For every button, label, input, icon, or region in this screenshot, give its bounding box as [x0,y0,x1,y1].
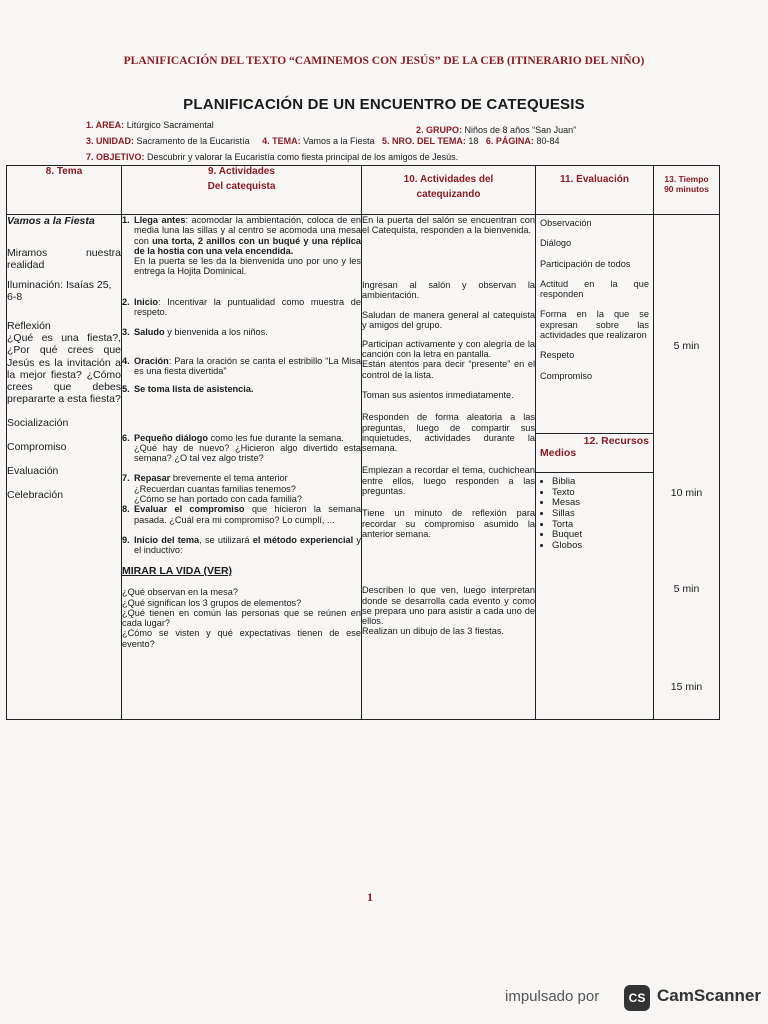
mirar-questions [122,587,361,649]
tema-title: Vamos a la Fiesta [7,215,95,227]
unidad-value: Sacramento de la Eucaristía [136,136,250,146]
catequizando-3: Saludan de manera general al catequista y amigos del grupo. [362,310,535,331]
tiempo-4: 15 min [670,681,703,693]
evaluacion-6: Respeto [540,350,575,361]
evaluacion-cell [536,215,654,720]
activity-3: 3. Saludo y bienvenida a los niños. [122,327,268,338]
tema-preguntas: ¿Qué es una fiesta?, ¿Por qué crees que Jesús es la invitación a la mejor fiesta? ¿Cómo crees que debes prepararte a esta fiesta? [7,332,121,405]
document-main-title: PLANIFICACIÓN DE UN ENCUENTRO DE CATEQUESIS [183,96,585,113]
activity-1: 1. Llega antes: acomodar la ambientación, coloca de en media luna las sillas y al centro se acomoda una mesa con una torta, 2 anillos con un buqué y una réplica de la hostia con una vela encendida. En la puerta se les da la bienvenida uno por uno y les entrega la Hojita Dominical. [122,215,361,277]
catequizando-cell [362,215,536,720]
question-1: ¿Qué observan en la mesa? [122,587,238,598]
table-body-row [7,215,720,720]
tiempo-3: 5 min [673,583,700,595]
header-tema: 8. Tema [7,166,122,215]
meta-grupo [416,125,576,135]
evaluacion-3: Participación de todos [540,258,631,269]
meta-objetivo [86,152,458,162]
activity-8: 8. Evaluar el compromiso que hicieron la semana pasada. ¿Cuál era mi compromiso? Lo cumplí, ... [122,504,361,525]
question-4: ¿Cómo se visten y qué expectativas tienen de ese evento? [122,628,361,649]
catequizando-8: Empiezan a recordar el tema, cuchichean entre ellos, luego responden a las preguntas. [362,465,535,497]
tema-evaluacion: Evaluación [7,464,59,477]
tema-value: Vamos a la Fiesta [303,136,375,146]
header-catequizando: 10. Actividades del catequizando [362,166,536,215]
tema-socializacion: Socialización [7,416,69,429]
camscanner-brand: CamScanner [657,986,761,1005]
tiempo-2: 10 min [670,487,703,499]
tema-iluminacion: Iluminación: Isaías 25, 6-8 [7,279,112,304]
tema-reflexion: Reflexión [7,320,51,333]
pagina-value: 80-84 [536,136,560,146]
recurso-item: • Torta [552,520,653,531]
header-evaluacion: 11. Evaluación [536,166,654,215]
recurso-item: • Globos [552,541,653,552]
catequizando-6: Toman sus asientos inmediatamente. [362,389,514,400]
tema-cell [7,215,122,720]
activity-7: 7. Repasar brevemente el tema anterior ¿Recuerdan cuantas familias tenemos? ¿Cómo se han portado con cada familia? [122,473,303,505]
catequizando-10: Describen lo que ven, luego interpretan donde se desarrolla cada evento y como se prepara uno para asistir a cada uno de ellos. [362,585,535,627]
document-top-title: PLANIFICACIÓN DEL TEXTO “CAMINEMOS CON JESÚS” DE LA CEB (ITINERARIO DEL NIÑO) [123,55,645,67]
evaluacion-list [536,215,653,433]
header-tiempo: 13. Tiempo 90 minutos [654,166,720,215]
header-actividades: 9. Actividades Del catequista [122,166,362,215]
watermark-text: impulsado por [505,988,600,1005]
question-2: ¿Qué significan los 3 grupos de elementos? [122,597,302,608]
tema-label: 4. TEMA: [262,136,301,146]
tema-compromiso: Compromiso [7,440,67,453]
tema-miramos: Miramos nuestra realidad [7,247,121,272]
catequizando-11: Realizan un dibujo de las 3 fiestas. [362,626,504,637]
catequista-cell [122,215,362,720]
catequizando-4: Participan activamente y con alegría de la canción con la letra en pantalla. [362,338,535,360]
catequizando-1: En la puerta del salón se encuentran con el Catequista, responden a la bienvenida. [362,215,535,236]
recursos-heading: 12. Recursos Medios [536,433,653,473]
grupo-label: 2. GRUPO: [416,125,463,135]
recurso-item: • Sillas [552,509,653,520]
mirar-la-vida-heading: MIRAR LA VIDA (VER) [122,564,233,577]
area-label: 1. AREA: [86,120,125,130]
objetivo-label: 7. OBJETIVO: [86,152,145,162]
page-number: 1 [367,890,373,904]
evaluacion-2: Diálogo [540,238,572,249]
evaluacion-4: Actitud en la que responden [540,278,649,300]
recurso-item: • Texto [552,488,653,499]
activity-6: 6. Pequeño diálogo como les fue durante la semana. ¿Qué hay de nuevo? ¿Hicieron algo divertido esta semana? ¿O tal vez algo triste? [122,432,361,464]
activity-5: 5. Se toma lista de asistencia. [122,384,254,395]
nro-label: 5. NRO. DEL TEMA: [382,136,466,146]
catequizando-5: Están atentos para decir “presente” en el control de la lista. [362,359,535,380]
recurso-item: • Mesas [552,498,653,509]
catequizando-7: Responden de forma aleatoria a las preguntas, luego de compartir sus inquietudes, actividades durante la semana. [362,412,535,454]
evaluacion-1: Observación [540,218,592,228]
recursos-list [536,477,653,551]
meta-line-3 [86,136,559,146]
recurso-item: • Buquet [552,530,653,541]
area-value: Litúrgico Sacramental [126,120,214,130]
catequizando-9: Tiene un minuto de reflexión para recordar su compromiso asumido la anterior semana. [362,508,535,539]
unidad-label: 3. UNIDAD: [86,136,135,146]
recurso-item: • Biblia [552,477,653,488]
nro-value: 18 [468,136,479,146]
evaluacion-7: Compromiso [540,370,593,381]
meta-area [86,120,214,130]
evaluacion-5: Forma en la que se expresan sobre las actividades que realizaron [540,309,649,341]
pagina-label: 6. PÁGINA: [485,136,534,146]
grupo-value: Niños de 8 años “San Juan” [464,125,577,135]
activity-9: 9. Inicio del tema, se utilizará el método experiencial y el inductivo: [122,534,361,556]
tiempo-cell [654,215,720,720]
objetivo-value: Descubrir y valorar la Eucaristía como fiesta principal de los amigos de Jesús. [147,152,459,162]
activity-2: 2. Inicio: Incentivar la puntualidad como muestra de respeto. [122,296,361,318]
tema-celebracion: Celebración [7,488,64,501]
question-3: ¿Qué tienen en común las personas que se reúnen en cada lugar? [122,607,361,629]
planning-table [6,165,720,720]
activity-4: 4. Oración: Para la oración se canta el estribillo “La Misa es una fiesta divertida” [122,355,361,376]
tiempo-1: 5 min [673,340,700,352]
catequizando-2: Ingresan al salón y observan la ambientación. [362,279,535,300]
table-header-row [7,166,720,215]
camscanner-logo-icon: CS [624,985,650,1011]
